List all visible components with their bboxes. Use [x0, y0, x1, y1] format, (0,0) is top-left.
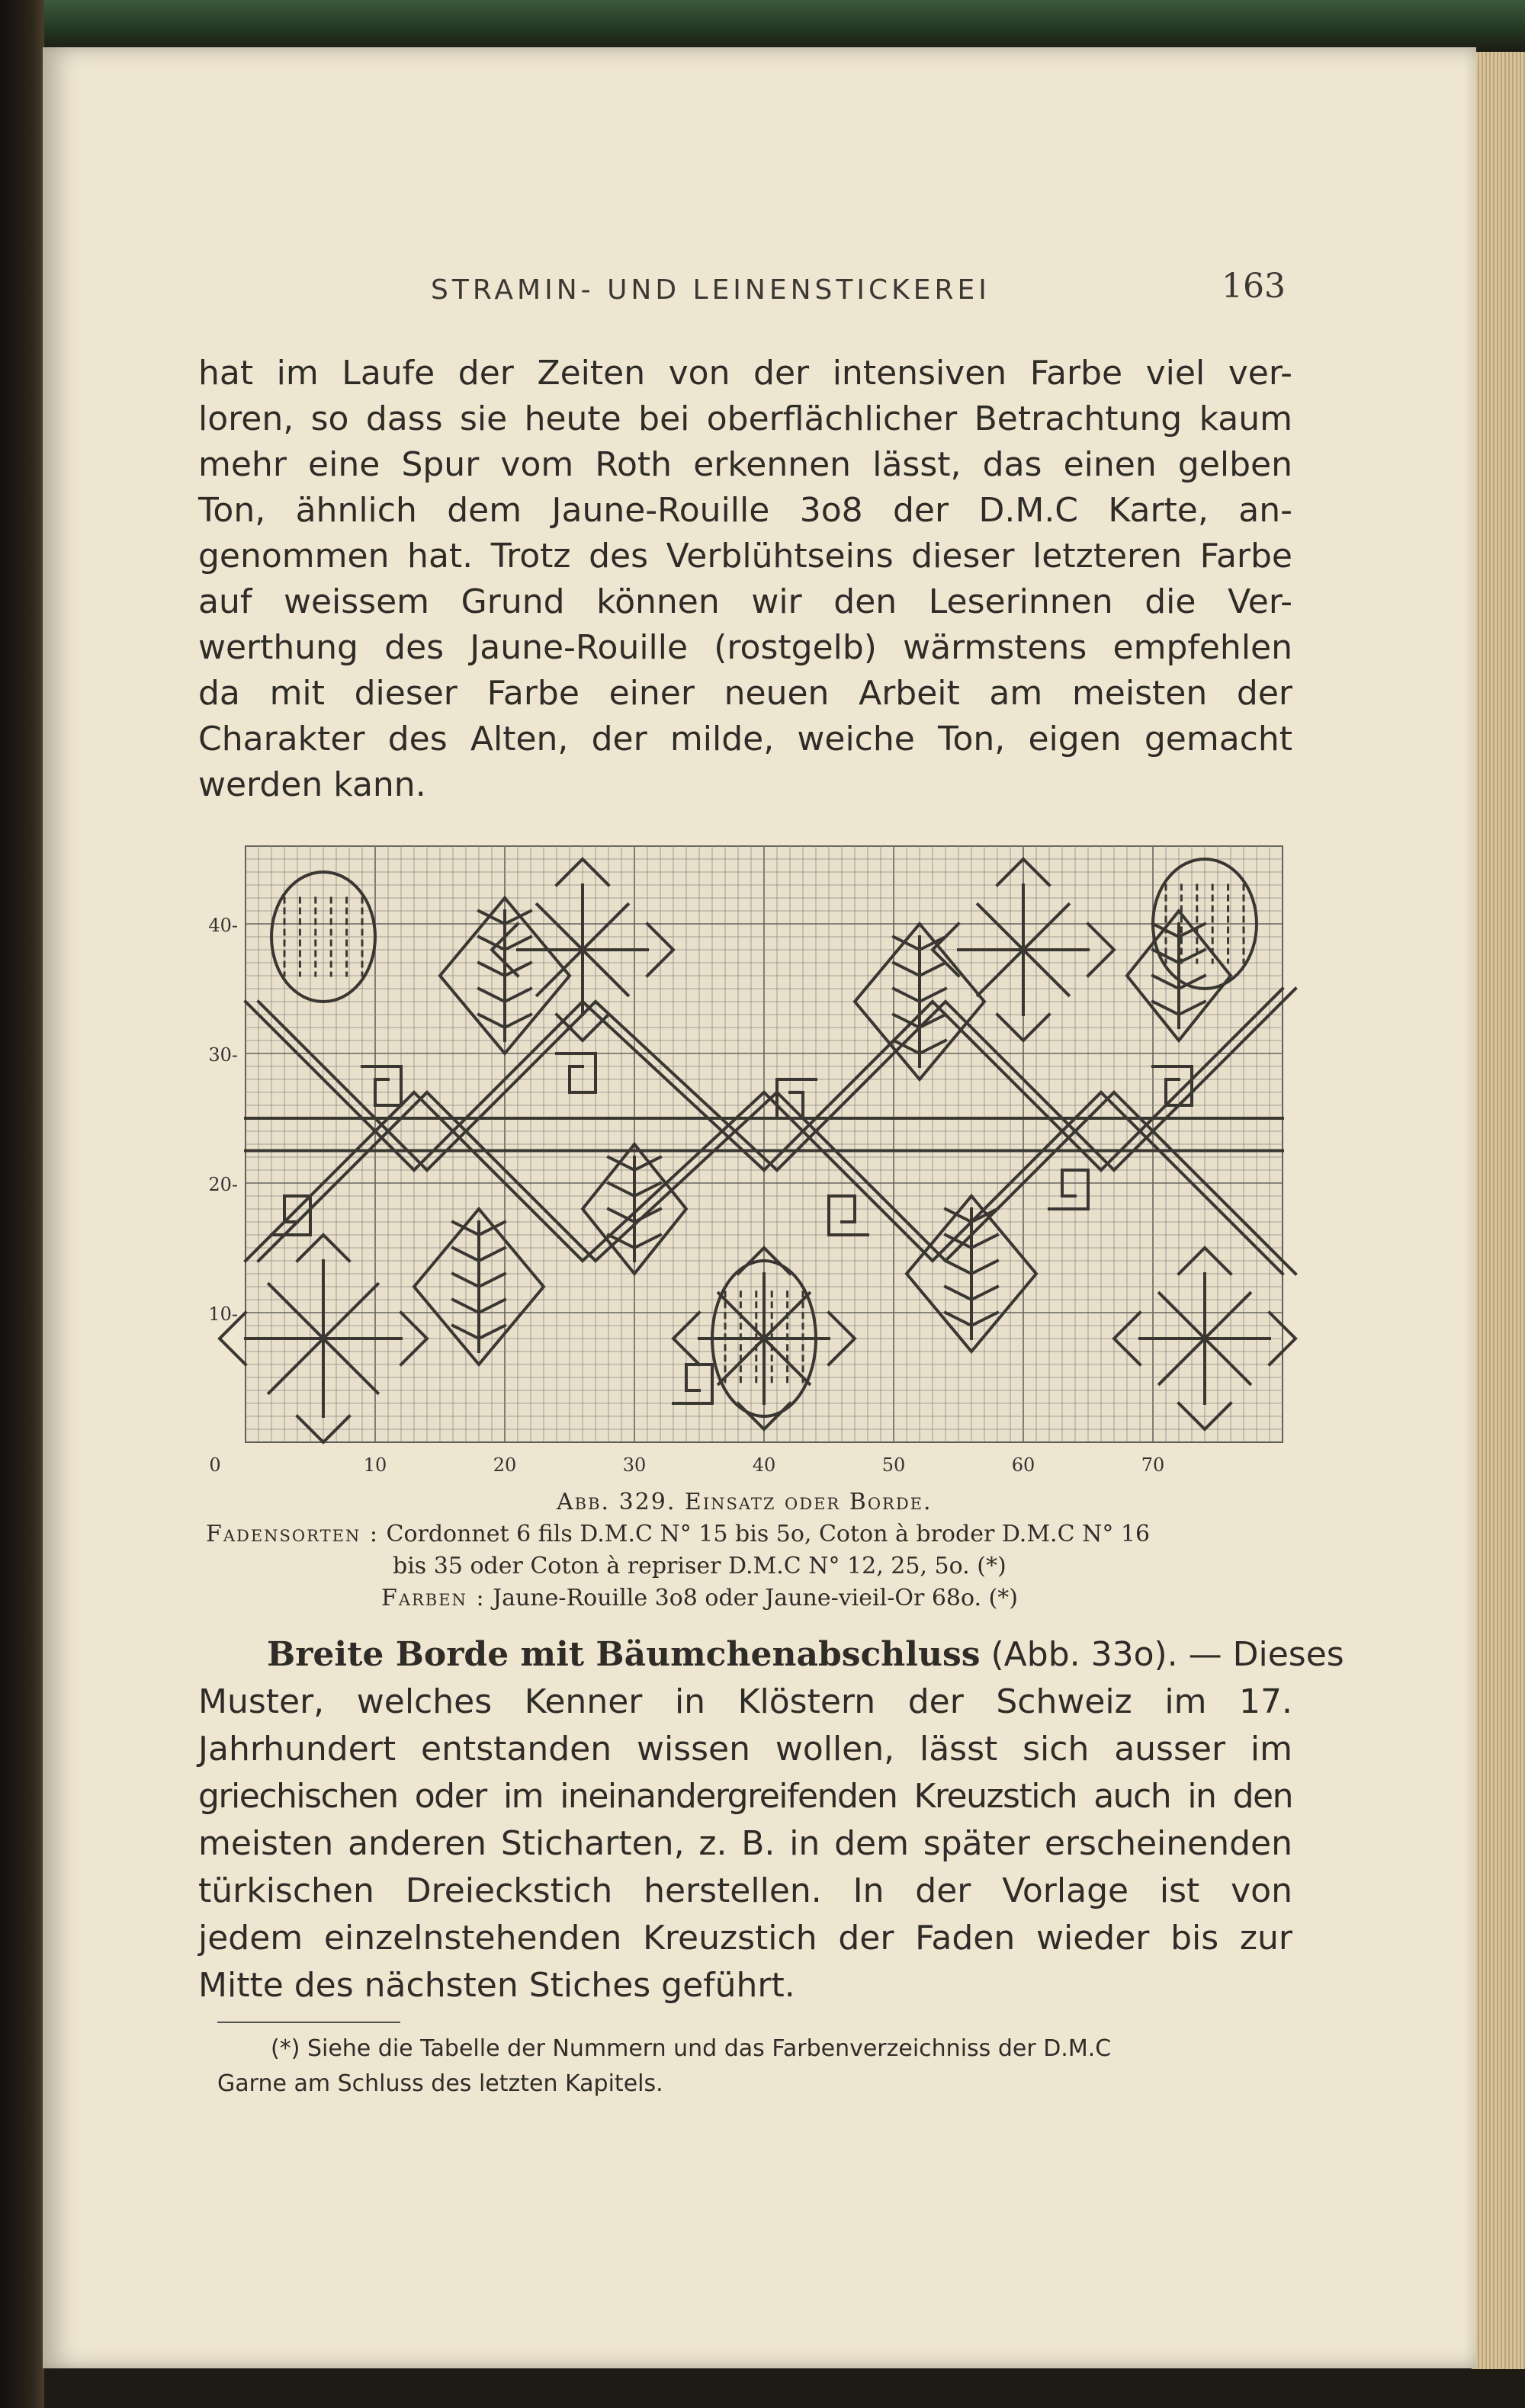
threads-text-2: bis 35 oder Coton à repriser D.M.C N° 12, 25, 5o. (*) — [393, 1553, 1006, 1579]
lead-heading: Breite Borde mit Bäumchenabschluss — [267, 1635, 981, 1674]
lead-rest: (Abb. 33o). — Dieses — [980, 1635, 1344, 1674]
y-tick-label: 20- — [208, 1174, 238, 1195]
text-line: griechischen oder im ineinandergreifenden Kreuzstich auch in den — [198, 1777, 1292, 1816]
body-paragraph-2 — [198, 1631, 1344, 2009]
footnote — [217, 2031, 1292, 2102]
text-line: da mit dieser Farbe einer neuen Arbeit am meisten der — [198, 674, 1292, 713]
x-tick-label: 20 — [493, 1454, 517, 1476]
text-line: türkischen Dreieckstich herstellen. In der Vorlage ist von — [198, 1871, 1292, 1910]
x-tick-label: 40 — [752, 1454, 776, 1476]
x-tick-label: 10 — [363, 1454, 387, 1476]
x-tick-label: 0 — [209, 1454, 221, 1476]
text-line: meisten anderen Sticharten, z. B. in dem später erscheinenden — [198, 1824, 1292, 1863]
caption-threads — [206, 1518, 1319, 1550]
footnote-rule — [217, 2022, 400, 2023]
text-line: auf weissem Grund können wir den Leserinnen die Ver- — [198, 582, 1292, 621]
y-axis-labels — [208, 915, 238, 1325]
caption-colors — [206, 1582, 1319, 1614]
caption-title: Abb. 329. Einsatz oder Borde. — [557, 1489, 933, 1515]
book-binding-left — [0, 0, 44, 2408]
threads-text-1: Cordonnet 6 fils D.M.C N° 15 bis 5o, Coton à broder D.M.C N° 16 — [386, 1521, 1151, 1547]
text-line: werden kann. — [198, 765, 426, 804]
colors-text: Jaune-Rouille 3o8 oder Jaune-vieil-Or 68o. (*) — [493, 1585, 1019, 1611]
running-title: STRAMIN- UND LEINENSTICKEREI — [431, 274, 990, 306]
text-line: genommen hat. Trotz des Verblühtseins dieser letzteren Farbe — [198, 537, 1292, 576]
text-line: werthung des Jaune-Rouille (rostgelb) wärmstens empfehlen — [198, 628, 1292, 667]
text-line: jedem einzelnstehenden Kreuzstich der Faden wieder bis zur — [198, 1919, 1292, 1958]
text-line: Ton, ähnlich dem Jaune-Rouille 3o8 der D.M.C Karte, an- — [198, 491, 1292, 530]
text-line: mehr eine Spur vom Roth erkennen lässt, das einen gelben — [198, 445, 1292, 484]
x-tick-label: 50 — [881, 1454, 906, 1476]
page-number: 163 — [1222, 267, 1286, 306]
threads-label: Fadensorten : — [206, 1521, 379, 1547]
text-line: Charakter des Alten, der milde, weiche Ton, eigen gemacht — [198, 720, 1292, 758]
embroidery-pattern-figure — [191, 838, 1304, 1476]
text-line: hat im Laufe der Zeiten von der intensiven Farbe viel ver- — [198, 354, 1292, 393]
x-tick-label: 60 — [1011, 1454, 1035, 1476]
y-tick-label: 10- — [208, 1303, 238, 1325]
text-line: Mitte des nächsten Stiches geführt. — [198, 1966, 795, 2005]
footnote-line-2: Garne am Schluss des letzten Kapitels. — [217, 2070, 663, 2097]
text-line: Muster, welches Kenner in Klöstern der Schweiz im 17. — [198, 1682, 1292, 1721]
x-tick-label: 70 — [1141, 1454, 1165, 1476]
footnote-line-1: (*) Siehe die Tabelle der Nummern und das Farbenverzeichniss der D.M.C — [271, 2035, 1112, 2062]
body-paragraph-1 — [198, 351, 1292, 808]
colors-label: Farben : — [381, 1585, 486, 1611]
page-edges — [1472, 52, 1525, 2369]
text-line: Jahrhundert entstanden wissen wollen, lässt sich ausser im — [198, 1730, 1292, 1768]
text-line: loren, so dass sie heute bei oberflächlicher Betrachtung kaum — [198, 399, 1292, 438]
x-tick-label: 30 — [622, 1454, 647, 1476]
text-line-lead — [198, 1631, 1344, 1679]
y-tick-label: 30- — [208, 1044, 238, 1066]
y-tick-label: 40- — [208, 915, 238, 936]
figure-caption — [206, 1486, 1319, 1614]
